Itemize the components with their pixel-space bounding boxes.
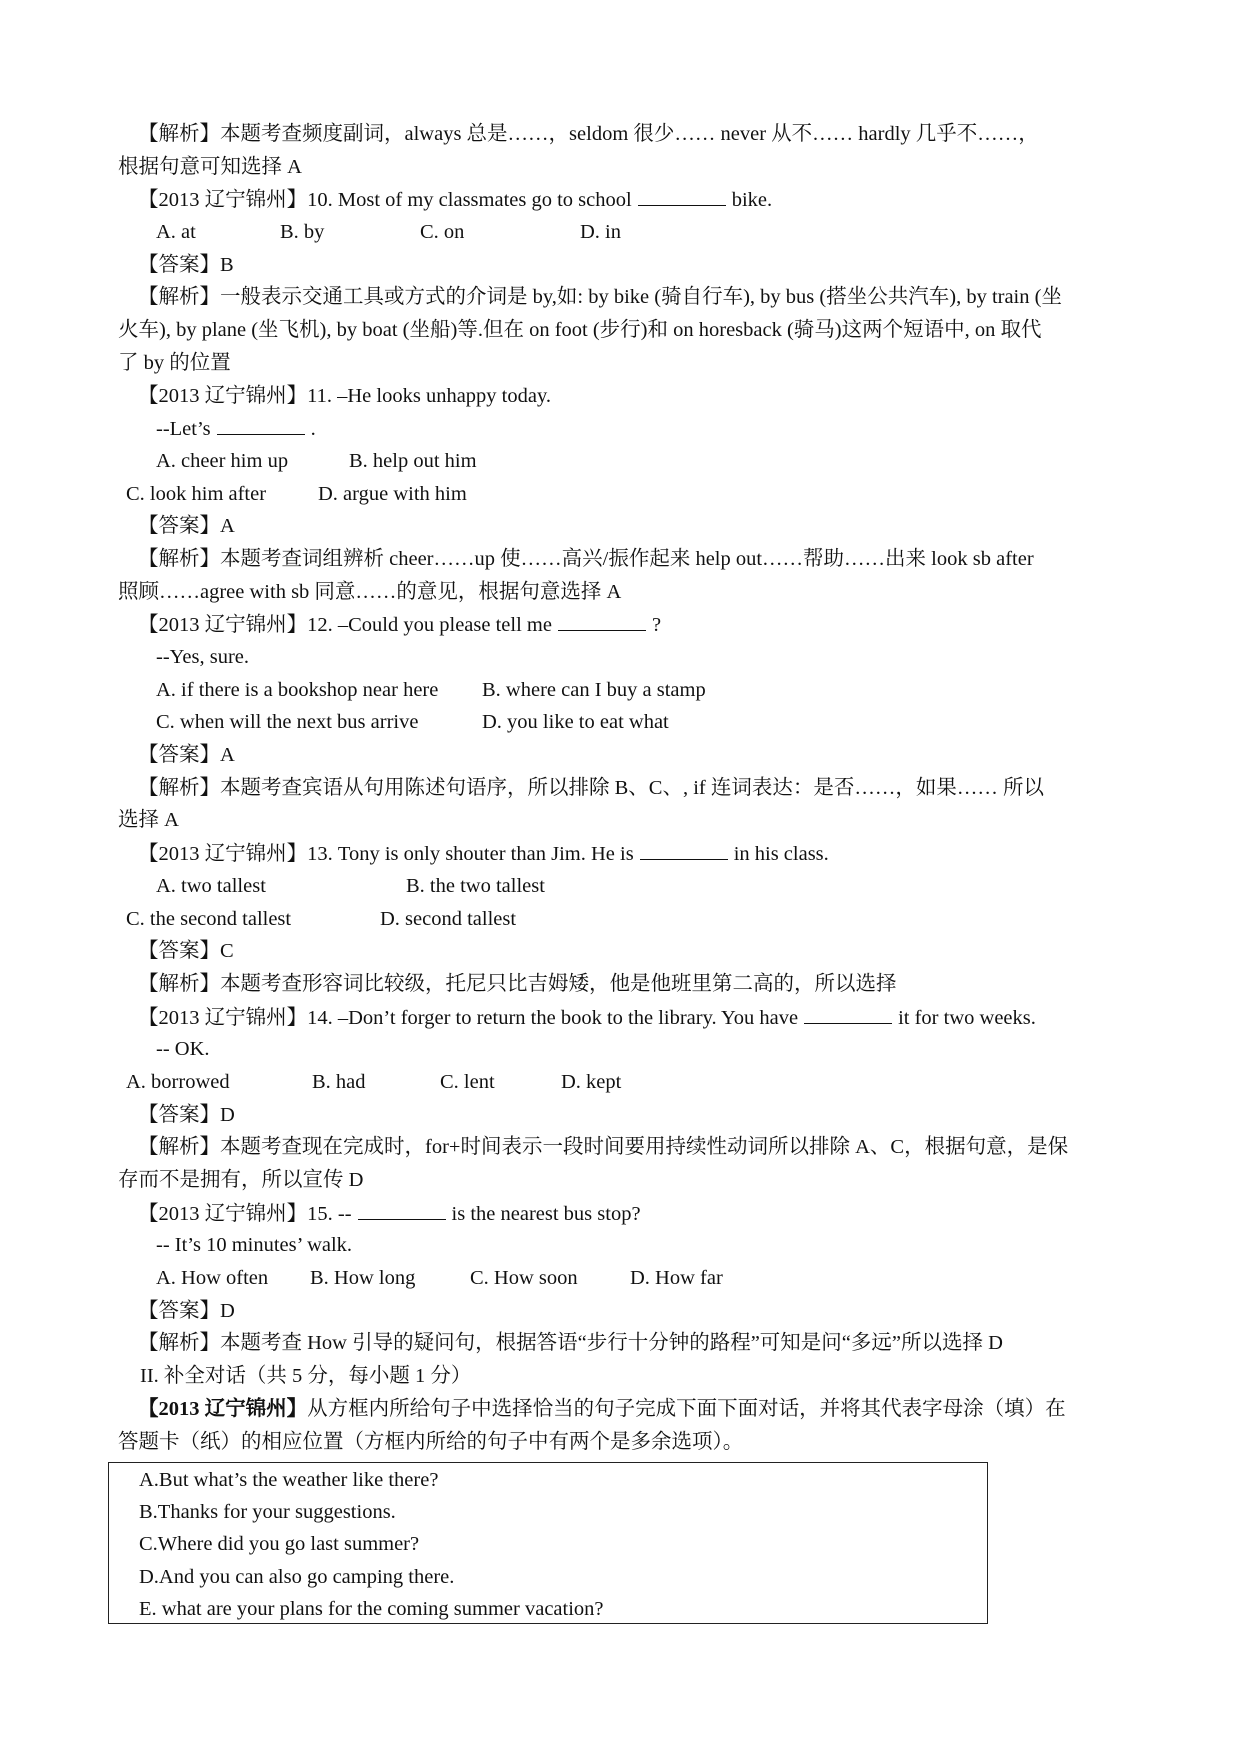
option: D. second tallest xyxy=(380,907,517,930)
answer-blank xyxy=(217,412,305,435)
question-text: . xyxy=(310,418,316,441)
question-14 xyxy=(118,1001,1128,1034)
option: A. at xyxy=(156,221,196,244)
option: A. if there is a bookshop near here xyxy=(156,678,439,701)
options-row xyxy=(118,1066,1128,1099)
question-text: it for two weeks. xyxy=(898,1006,1036,1029)
option: C. on xyxy=(420,221,465,244)
explanation-line: 【解析】本题考查 How 引导的疑问句，根据答语“步行十分钟的路程”可知是问“多远”所以选择 D xyxy=(138,1332,1003,1355)
options-row xyxy=(118,903,1128,936)
explanation-line: 【解析】本题考查宾语从句用陈述句语序，所以排除 B、C、, if 连词表达：是否……，如果…… 所以 xyxy=(138,776,1044,799)
options-row xyxy=(118,706,1128,739)
question-line: --Yes, sure. xyxy=(156,646,250,668)
explanation-line: 【解析】一般表示交通工具或方式的介词是 by,如: by bike (骑自行车), by bus (搭坐公共汽车), by train (坐 xyxy=(138,286,1062,309)
question-12 xyxy=(118,608,1128,641)
answer-line: 【答案】B xyxy=(138,253,234,276)
instruction-text: 从方框内所给句子中选择恰当的句子完成下面下面对话，并将其代表字母涂（填）在 xyxy=(307,1397,1066,1420)
answer-line: 【答案】A xyxy=(138,744,235,767)
options-row xyxy=(118,478,1128,511)
options-row xyxy=(118,674,1128,707)
option: C. How soon xyxy=(470,1267,578,1290)
options-row xyxy=(118,445,1128,478)
options-row xyxy=(118,1262,1128,1295)
options-row xyxy=(118,870,1128,903)
explanation-line: 【解析】本题考查词组辨析 cheer……up 使……高兴/振作起来 help out……帮助……出来 look sb after xyxy=(138,547,1034,570)
document-body xyxy=(118,118,1128,1458)
option: C. lent xyxy=(440,1070,495,1093)
option: C. the second tallest xyxy=(126,907,292,930)
question-line: -- OK. xyxy=(156,1038,210,1061)
source-tag: 【2013 辽宁锦州】 xyxy=(138,1397,308,1420)
question-line xyxy=(118,412,1128,445)
option: B. by xyxy=(280,221,325,244)
answer-blank xyxy=(640,837,728,860)
answer-blank xyxy=(558,608,646,631)
option: D. argue with him xyxy=(318,482,467,505)
section-heading: II. 补全对话（共 5 分，每小题 1 分） xyxy=(140,1365,472,1388)
option: A. How often xyxy=(156,1267,269,1290)
answer-line: 【答案】D xyxy=(138,1299,235,1322)
answer-line: 【答案】D xyxy=(138,1103,235,1126)
explanation-line: 【解析】本题考查现在完成时，for+时间表示一段时间要用持续性动词所以排除 A、C，根据句意，是保 xyxy=(138,1136,1069,1159)
explanation-line: 【解析】本题考查频度副词，always 总是……，seldom 很少…… never 从不…… hardly 几乎不……， xyxy=(138,123,1039,145)
question-text: --Let’s xyxy=(156,418,211,441)
option: A. borrowed xyxy=(126,1070,230,1093)
question-13 xyxy=(118,837,1128,870)
option: D. you like to eat what xyxy=(482,711,669,734)
explanation-line: 了 by 的位置 xyxy=(118,351,231,374)
question-text: ? xyxy=(651,614,662,637)
question-text: is the nearest bus stop? xyxy=(451,1202,641,1225)
question-text: 【2013 辽宁锦州】14. –Don’t forger to return the book to the library. You have xyxy=(138,1006,799,1029)
options-row xyxy=(118,216,1128,249)
question-text: 【2013 辽宁锦州】10. Most of my classmates go to school xyxy=(138,189,632,212)
option: B. where can I buy a stamp xyxy=(482,678,706,701)
box-option: B.Thanks for your suggestions. xyxy=(139,1501,396,1524)
box-option: C.Where did you go last summer? xyxy=(139,1533,420,1556)
option: D. How far xyxy=(630,1267,723,1290)
answer-blank xyxy=(358,1197,446,1220)
option: B. How long xyxy=(310,1267,416,1290)
explanation-line: 存而不是拥有，所以宣传 D xyxy=(118,1169,364,1191)
box-option: E. what are your plans for the coming summer vacation? xyxy=(139,1597,604,1620)
explanation-line: 根据句意可知选择 A xyxy=(118,155,302,178)
box-option: A.But what’s the weather like there? xyxy=(139,1469,439,1491)
answer-line: 【答案】C xyxy=(138,940,234,963)
option: D. kept xyxy=(561,1070,622,1093)
explanation-line: 【解析】本题考查形容词比较级，托尼只比吉姆矮，他是他班里第二高的，所以选择 xyxy=(138,972,897,995)
answer-blank xyxy=(804,1001,892,1024)
question-15 xyxy=(118,1197,1128,1230)
sentence-options-box xyxy=(108,1462,988,1624)
question-line: -- It’s 10 minutes’ walk. xyxy=(156,1234,353,1257)
question-10 xyxy=(118,183,1128,216)
question-text: 【2013 辽宁锦州】15. -- xyxy=(138,1202,352,1225)
question-text: in his class. xyxy=(733,843,829,866)
option: C. look him after xyxy=(126,482,267,505)
question-text: 【2013 辽宁锦州】12. –Could you please tell me xyxy=(138,614,552,637)
question-text: bike. xyxy=(731,189,773,212)
option: B. had xyxy=(312,1070,366,1093)
answer-blank xyxy=(638,183,726,206)
option: A. two tallest xyxy=(156,874,266,897)
explanation-line: 火车), by plane (坐飞机), by boat (坐船)等.但在 on foot (步行)和 on horesback (骑马)这两个短语中, on 取代 xyxy=(118,319,1042,342)
instruction-line xyxy=(118,1393,1128,1426)
question-11: 【2013 辽宁锦州】11. –He looks unhappy today. xyxy=(138,384,552,407)
question-text: 【2013 辽宁锦州】13. Tony is only shouter than Jim. He is xyxy=(138,843,634,866)
box-option: D.And you can also go camping there. xyxy=(139,1565,455,1588)
option: B. the two tallest xyxy=(406,874,545,897)
explanation-line: 选择 A xyxy=(118,809,179,832)
answer-line: 【答案】A xyxy=(138,515,235,538)
option: B. help out him xyxy=(349,449,477,472)
instruction-line: 答题卡（纸）的相应位置（方框内所给的句子中有两个是多余选项）。 xyxy=(118,1430,744,1453)
option: A. cheer him up xyxy=(156,449,289,472)
option: D. in xyxy=(580,221,621,244)
explanation-line: 照顾……agree with sb 同意……的意见，根据句意选择 A xyxy=(118,580,622,603)
option: C. when will the next bus arrive xyxy=(156,711,419,734)
